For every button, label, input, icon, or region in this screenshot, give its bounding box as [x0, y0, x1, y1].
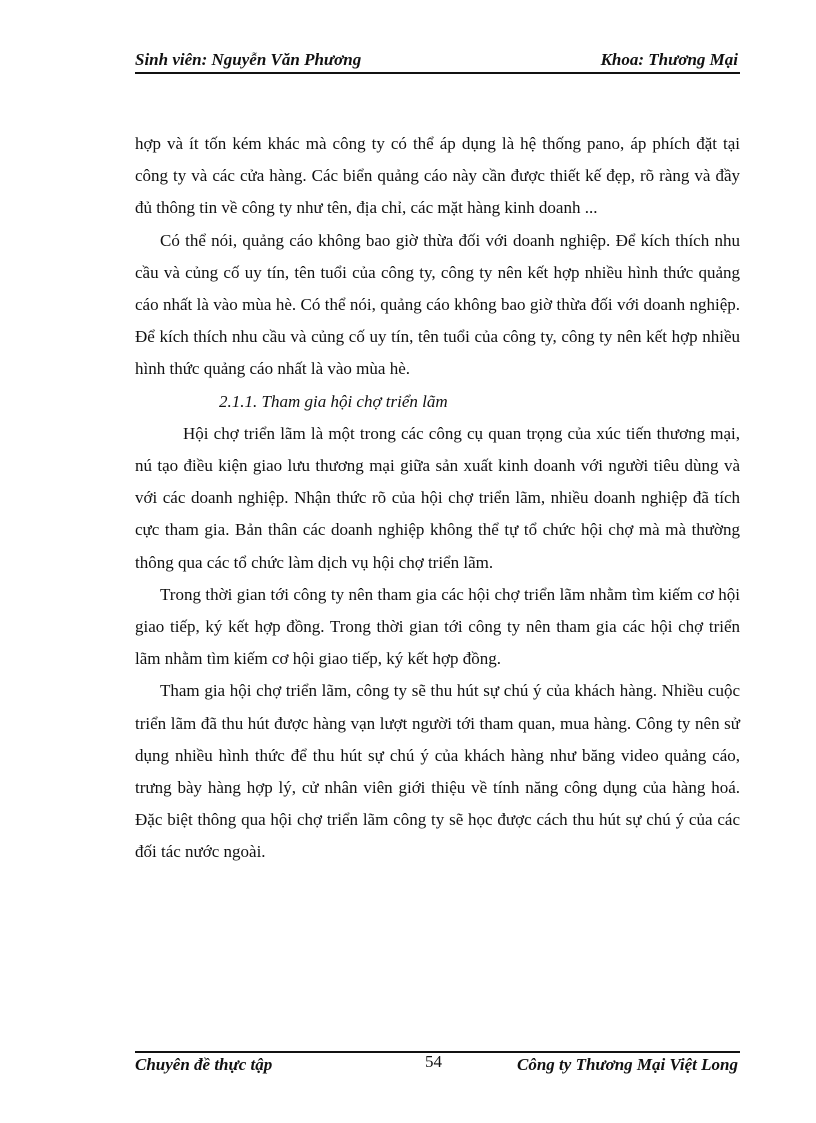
footer-report-type: Chuyên đề thực tập [135, 1055, 273, 1074]
paragraph-4: Trong thời gian tới công ty nên tham gia các hội chợ triển lãm nhằm tìm kiếm cơ hội giao tiếp, ký kết hợp đồng. Trong thời gian tới công ty nên tham gia các hội chợ triển lãm nhằm tìm kiếm cơ hội giao tiếp, ký kết hợp đồng. [135, 584, 740, 669]
paragraph-5: Tham gia hội chợ triển lãm, công ty sẽ thu hút sự chú ý của khách hàng. Nhiều cuộc triển lãm đã thu hút được hàng vạn lượt người tới tham quan, mua hàng. Công ty nên sử dụng nhiều hình thức để thu hút sự chú ý của khách hàng như băng video quảng cáo, trưng bày hàng hợp lý, cử nhân viên giới thiệu về tính năng công dụng của hàng hoá. Đặc biệt thông qua hội chợ triển lãm công ty sẽ học được cách thu hút sự chú ý của các đối tác nước ngoài. [135, 681, 740, 862]
page-header [135, 50, 740, 72]
header-student-name: Sinh viên: Nguyễn Văn Phương [135, 50, 362, 69]
paragraph-1: hợp và ít tốn kém khác mà công ty có thể áp dụng là hệ thống pano, áp phích đặt tại công ty và các cửa hàng. Các biển quảng cáo này cần được thiết kế đẹp, rõ ràng và đầy đủ thông tin về công ty như tên, địa chỉ, các mặt hàng kinh doanh ... [135, 134, 740, 218]
footer-company: Công ty Thương Mại Việt Long [517, 1055, 738, 1074]
header-rule [135, 72, 740, 74]
page-footer [135, 1052, 740, 1079]
header-faculty: Khoa: Thương Mại [600, 50, 738, 69]
page-body [135, 128, 740, 869]
paragraph-3: Hội chợ triển lãm là một trong các công cụ quan trọng của xúc tiến thương mại, nú tạo điều kiện giao lưu thương mại giữa sản xuất kinh doanh với người tiêu dùng và với các doanh nghiệp. Nhận thức rõ của hội chợ triển lãm, nhiều doanh nghiệp đã tích cực tham gia. Bản thân các doanh nghiệp không thể tự tổ chức hội chợ mà mà thường thông qua các tổ chức làm dịch vụ hội chợ triển lãm. [135, 423, 740, 572]
page-number: 54 [425, 1052, 442, 1071]
section-heading: 2.1.1. Tham gia hội chợ triển lãm [219, 391, 448, 411]
paragraph-2: Có thể nói, quảng cáo không bao giờ thừa đối với doanh nghiệp. Để kích thích nhu cầu và củng cố uy tín, tên tuổi của công ty, công ty nên kết hợp nhiều hình thức quảng cáo nhất là vào mùa hè. Có thể nói, quảng cáo không bao giờ thừa đối với doanh nghiệp. Để kích thích nhu cầu và củng cố uy tín, tên tuổi của công ty, công ty nên kết hợp nhiều hình thức quảng cáo nhất là vào mùa hè. [135, 230, 740, 379]
